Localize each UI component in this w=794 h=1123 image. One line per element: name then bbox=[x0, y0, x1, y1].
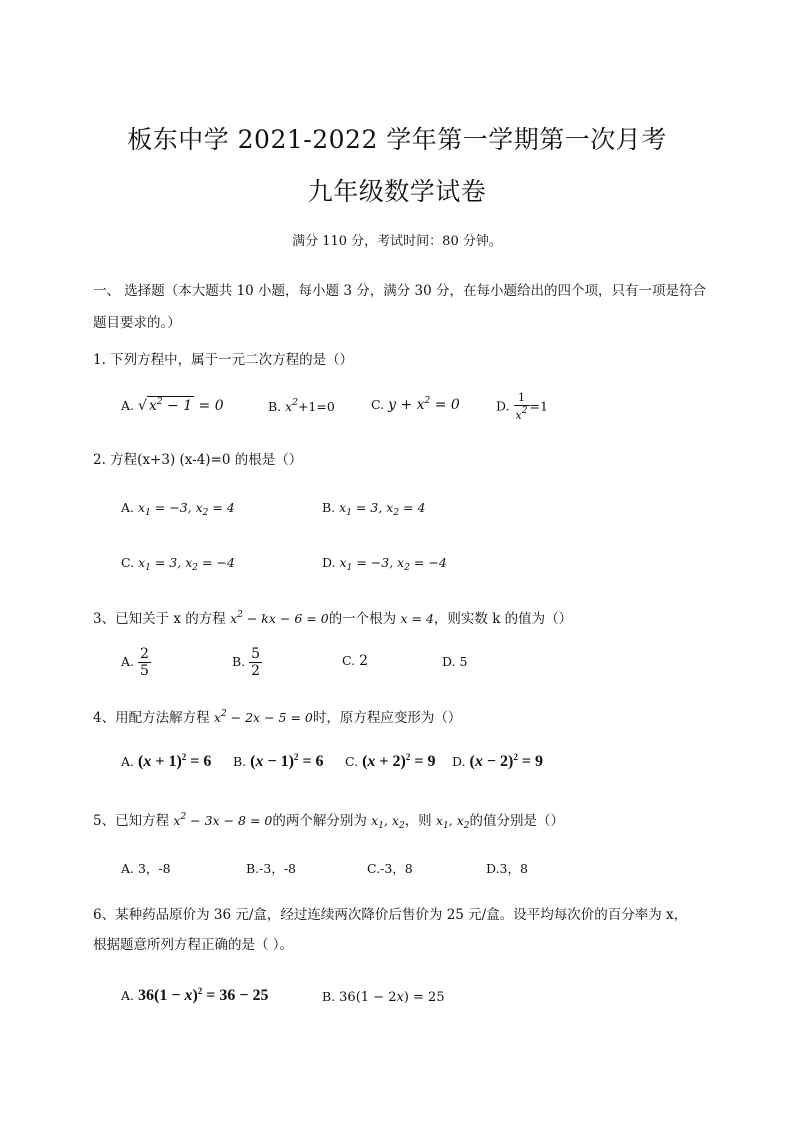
q5-option-a: A. 3，-8 bbox=[121, 861, 171, 876]
q2-option-b: B. $x_1 = 3$, $x_2 = 4$ bbox=[322, 500, 426, 518]
question-2-stem: 2. 方程(x+3) (x-4)=0 的根是（） bbox=[93, 452, 303, 468]
exam-info: 满分 110 分，考试时间：80 分钟。 bbox=[292, 234, 502, 249]
question-4-stem: 4、用配方法解方程 $x^2 - 2x - 5 = 0$时，原方程应变形为（） bbox=[93, 709, 462, 726]
question-6-line-2: 根据题意所列方程正确的是（ ）。 bbox=[93, 937, 294, 953]
q1-option-b: B. $x^2+1=0$ bbox=[268, 398, 335, 414]
q2-option-a: A. $x_1 = -3$, $x_2 = 4$ bbox=[121, 500, 235, 518]
q2-option-d: D. $x_1 = -3$, $x_2 = -4$ bbox=[322, 555, 447, 573]
q4-option-c: C. $(x + 2)^2 = 9$ bbox=[345, 752, 436, 770]
q3-option-d: D. 5 bbox=[442, 654, 468, 669]
q4-option-d: D. $(x - 2)^2 = 9$ bbox=[452, 752, 543, 770]
q2-option-c: C. $x_1 = 3$, $x_2 = -4$ bbox=[121, 555, 235, 573]
q3-option-c: C. 2 bbox=[342, 653, 368, 669]
question-5-stem: 5、已知方程 $x^2 - 3x - 8 = 0$的两个解分别为 $x_1$, $x_2$，则 $x_1$, $x_2$的值分别是（） bbox=[93, 812, 565, 831]
section-heading: 一、 选择题（本大题共 10 小题，每小题 3 分，满分 30 分，在每小题给出的四个项，只有一项是符合题目要求的。） bbox=[93, 283, 706, 331]
q1-option-c: C. $y + x^2 = 0$ bbox=[371, 396, 460, 413]
q5-option-d: D.3，8 bbox=[486, 861, 528, 876]
q5-option-c: C.-3，8 bbox=[367, 861, 413, 876]
q6-option-b: B. 36(1 − 2x) = 25 bbox=[322, 989, 445, 1005]
question-3-stem: 3、已知关于 x 的方程 $x^2$ − kx − 6 = 0的一个根为 x = 4，则实数 k 的值为（） bbox=[93, 610, 573, 627]
q1-option-a: A. √ $x^2 - 1 = 0$ bbox=[121, 397, 224, 414]
exam-title: 板东中学 2021-2022 学年第一学期第一次月考 bbox=[127, 125, 667, 154]
q5-option-b: B.-3，-8 bbox=[246, 861, 297, 876]
q4-option-a: A. $(x + 1)^2 = 6$ bbox=[121, 752, 212, 770]
question-6-line-1: 6、某种药品原价为 36 元/盒，经过连续两次降价后售价为 25 元/盒。设平均每次价的百分率为 x， bbox=[93, 907, 688, 923]
q3-option-a: A. $\frac{2}{5}$ bbox=[121, 646, 149, 680]
q4-option-b: B. $(x - 1)^2 = 6$ bbox=[233, 752, 324, 770]
q3-option-b: B. $\frac{5}{2}$ bbox=[232, 646, 261, 680]
exam-subtitle: 九年级数学试卷 bbox=[307, 177, 487, 206]
question-1-stem: 1. 下列方程中，属于一元二次方程的是（） bbox=[93, 352, 354, 368]
q6-option-a: A. $36(1 - x)^2 = 36 - 25$ bbox=[121, 986, 269, 1004]
q1-option-d: D. $\frac{1}{x^2}$ =1 bbox=[496, 391, 548, 422]
